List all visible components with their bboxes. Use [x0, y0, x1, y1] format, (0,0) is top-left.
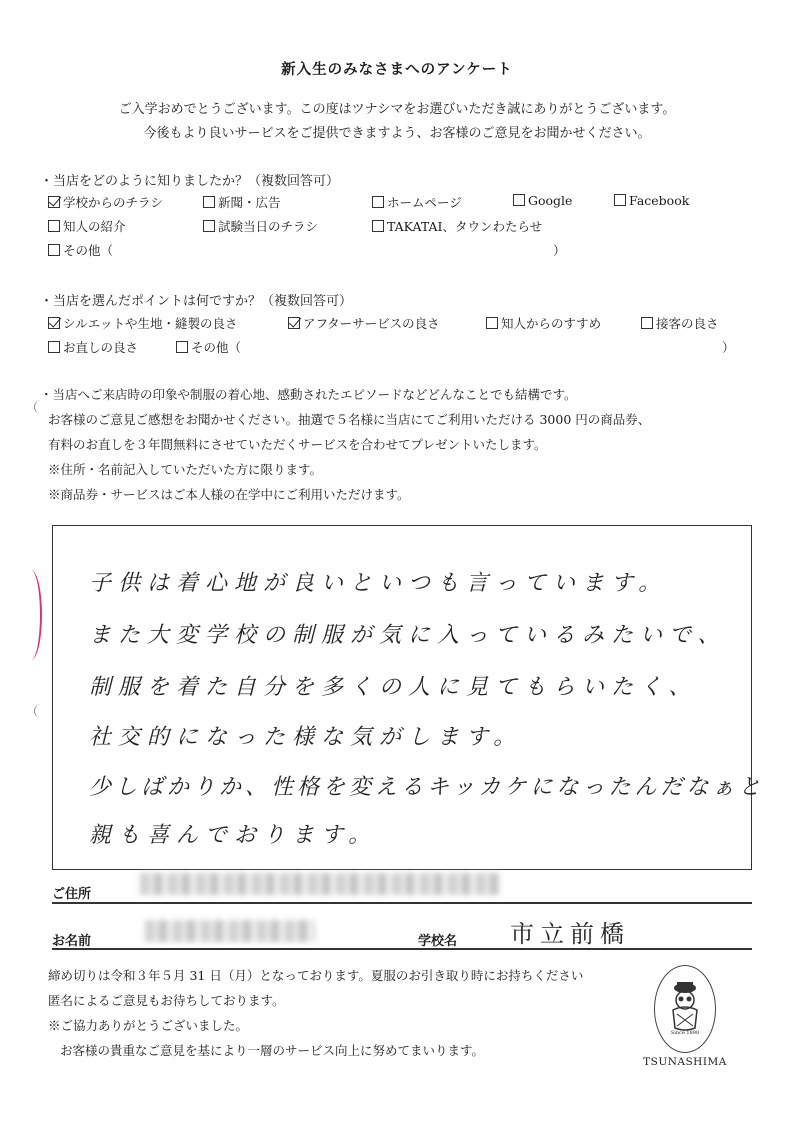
tsunashima-logo	[654, 965, 716, 1053]
q1-option-google[interactable]: Google	[513, 193, 572, 208]
checkbox-icon[interactable]	[513, 194, 525, 206]
address-redacted	[140, 873, 500, 895]
name-redacted	[145, 920, 315, 942]
q2-option-alterations[interactable]: お直しの良さ	[48, 338, 138, 356]
checkbox-icon[interactable]	[203, 196, 215, 208]
checkbox-icon[interactable]	[614, 194, 626, 206]
greeting-line-1: ご入学おめでとうございます。この度はツナシマをお選びいただき誠にありがとうございます。	[118, 102, 676, 117]
q1-option-acquaintance[interactable]: 知人の紹介	[48, 217, 126, 235]
logo-wordmark: TSUNASHIMA	[643, 1056, 727, 1068]
q1-option-flyer[interactable]: 学校からのチラシ	[48, 193, 163, 211]
checkbox-checked-icon[interactable]	[48, 196, 60, 208]
greeting-line-2: 今後もより良いサービスをご提供できますよう、お客様のご意見をお聞かせください。	[143, 126, 651, 141]
checkbox-icon[interactable]	[486, 317, 498, 329]
q2-other-close-paren: ）	[722, 340, 735, 355]
question-3-note-1: ※住所・名前記入していただいた方に限ります。	[48, 462, 323, 477]
name-school-underline	[52, 948, 752, 950]
checkbox-icon[interactable]	[372, 220, 384, 232]
footer-deadline: 締め切りは令和３年５月 31 日（月）となっております。夏服のお引き取り時にお持ちください	[48, 968, 584, 983]
logo-since: Since 1890	[670, 1030, 700, 1036]
response-textarea[interactable]	[52, 525, 765, 870]
q1-option-facebook[interactable]: Facebook	[614, 193, 689, 208]
address-label: ご住所	[52, 886, 92, 901]
checkbox-icon[interactable]	[48, 244, 60, 256]
footer-anonymous: 匿名によるご意見もお待ちしております。	[48, 993, 285, 1008]
checkbox-icon[interactable]	[48, 220, 60, 232]
school-name-value: 市立前橋	[510, 920, 630, 948]
response-line: 子供は着心地が良いといつも言っています。	[89, 571, 668, 596]
page-title: 新入生のみなさまへのアンケート	[281, 61, 513, 78]
question-3-line-1: ・当店へご来店時の印象や制服の着心地、感動されたエピソードなどどんなことでも結構です。	[40, 387, 577, 402]
q2-option-after-service[interactable]: アフターサービスの良さ	[288, 314, 440, 332]
question-1-label: ・当店をどのように知りましたか？（複数回答可）	[40, 174, 340, 189]
punch-hole-mark	[34, 704, 48, 718]
response-line: 少しばかりか、性格を変えるキッカケになったんだなぁと	[89, 775, 765, 800]
response-line: 社交的になった様な気がします。	[89, 725, 523, 750]
question-3-line-3: 有料のお直しを３年間無料にさせていただくサービスを合わせてプレゼントいたします。	[48, 437, 547, 452]
q2-option-customer-service[interactable]: 接客の良さ	[641, 314, 719, 332]
checkbox-checked-icon[interactable]	[48, 317, 60, 329]
question-3-note-2: ※商品券・サービスはご本人様の在学中にご利用いただけます。	[48, 487, 410, 502]
pink-pen-mark	[20, 570, 42, 660]
address-underline	[52, 902, 752, 904]
response-line: また大変学校の制服が気に入っているみたいで、	[89, 623, 727, 648]
checkbox-icon[interactable]	[641, 317, 653, 329]
response-line: 親も喜んでおります。	[89, 823, 378, 848]
checkbox-icon[interactable]	[203, 220, 215, 232]
footer-thanks: ※ご協力ありがとうございました。	[48, 1018, 249, 1033]
q1-option-exam-day-flyer[interactable]: 試験当日のチラシ	[203, 217, 318, 235]
q1-option-other[interactable]: その他（	[48, 241, 113, 259]
q2-option-silhouette[interactable]: シルエットや生地・縫製の良さ	[48, 314, 237, 332]
response-line: 制服を着た自分を多くの人に見てもらいたく、	[89, 675, 698, 700]
checkbox-checked-icon[interactable]	[288, 317, 300, 329]
question-2-label: ・当店を選んだポイントは何ですか？（複数回答可）	[40, 294, 353, 309]
footer-commitment: お客様の貴重なご意見を基により一層のサービス向上に努めてまいります。	[60, 1043, 485, 1058]
q1-other-close-paren: ）	[553, 243, 566, 258]
checkbox-icon[interactable]	[372, 196, 384, 208]
name-label: お名前	[52, 933, 92, 948]
checkbox-icon[interactable]	[48, 341, 60, 353]
checkbox-icon[interactable]	[176, 341, 188, 353]
q2-option-recommendation[interactable]: 知人からのすすめ	[486, 314, 601, 332]
question-3-line-2: お客様のご意見ご感想をお聞かせください。抽選で５名様に当店にてご利用いただける 3000 円の商品券、	[48, 412, 651, 427]
q2-option-other[interactable]: その他（	[176, 338, 241, 356]
school-label: 学校名	[418, 933, 458, 948]
q1-option-newspaper[interactable]: 新聞・広告	[203, 193, 281, 211]
q1-option-homepage[interactable]: ホームページ	[372, 193, 462, 211]
q1-option-takatai[interactable]: TAKATAI、タウンわたらせ	[372, 217, 542, 235]
